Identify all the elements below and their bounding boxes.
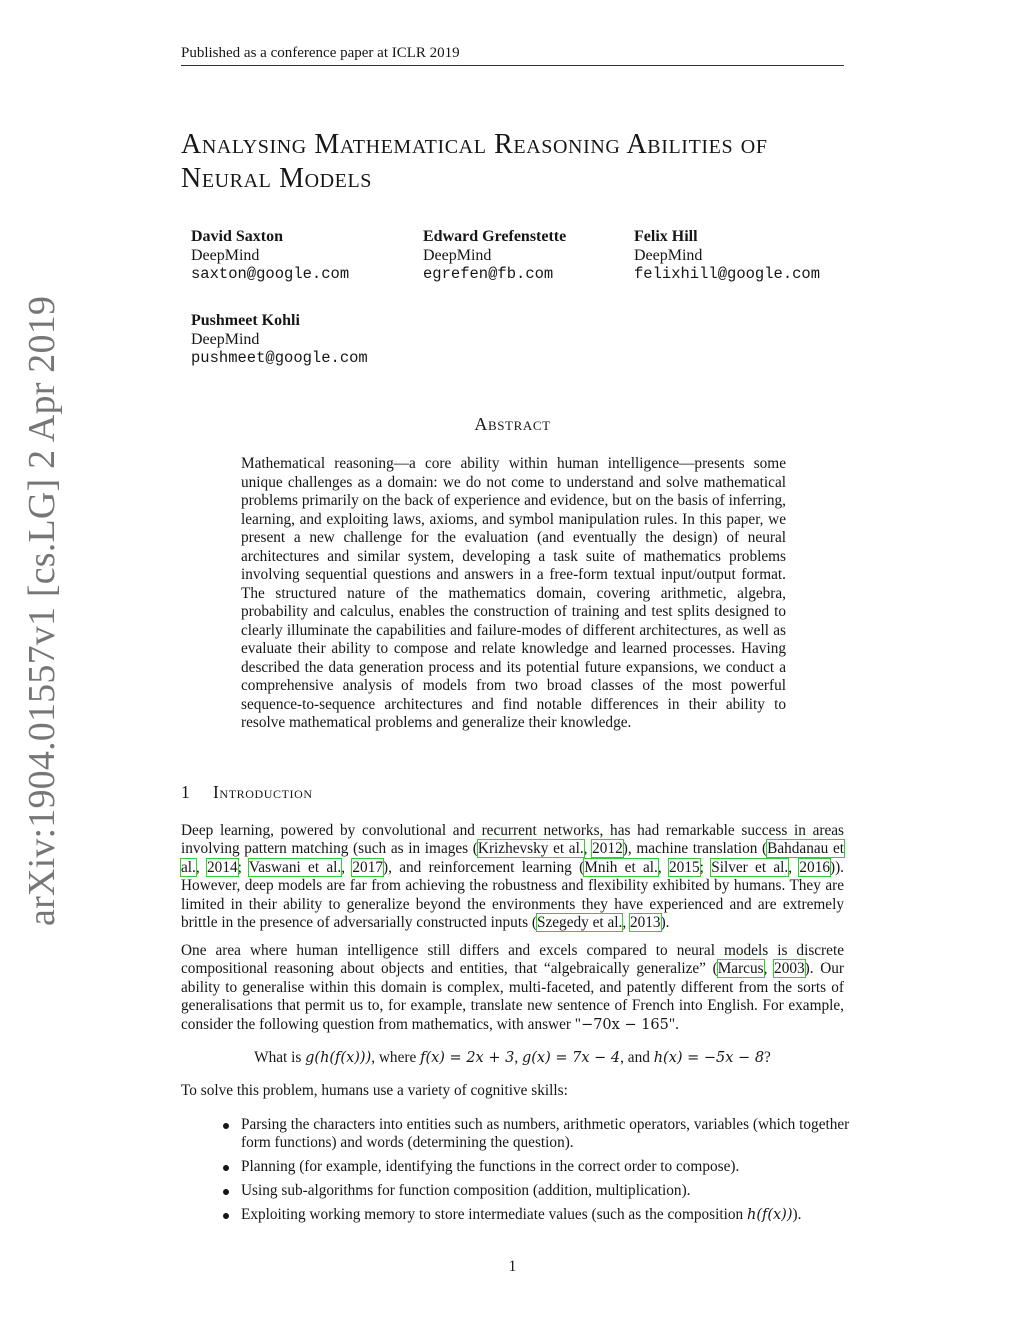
- citation-link[interactable]: Vaswani et al.: [248, 858, 342, 876]
- citation-link[interactable]: Krizhevsky et al.: [477, 840, 584, 858]
- author-email[interactable]: egrefen@fb.com: [423, 265, 554, 283]
- math-expression: h(f(x)): [746, 1207, 793, 1224]
- author-block: [634, 228, 820, 284]
- text-run: What is: [254, 1049, 302, 1066]
- section-number: 1: [181, 782, 191, 802]
- text-run: ), and reinforcement learning (: [382, 858, 585, 876]
- section-title: Introduction: [213, 782, 313, 802]
- intro-paragraph-2: One area where human intelligence still differs and excels compared to neural models is discrete compositional reasoning about objects and entities, that “algebraically generalize” (Marcus, 2003). Our ability to generalise within this domain is complex, multi-faceted, and patently different from the sorts of generalisations that permit us to, for example, translate new sentence of French into English. For example, consider the following question from mathematics, with answer "−70x − 165".: [181, 942, 844, 1033]
- abstract-heading: Abstract: [474, 414, 551, 434]
- text-run: Deep learning, powered by convolutional and recurrent networks, has had remarkable success in areas involving pattern matching (such as in images (: [181, 822, 844, 858]
- text-run: One area where human intelligence still differs and excels compared to neural models is discrete compositional reasoning about objects and entities, that “algebraically generalize” (: [181, 942, 844, 978]
- author-affiliation: DeepMind: [191, 246, 260, 264]
- author-block: [191, 312, 368, 368]
- answer-math: −70x − 165: [581, 1016, 669, 1033]
- list-item: Using sub-algorithms for function composition (addition, multiplication).: [220, 1182, 850, 1200]
- author-email[interactable]: saxton@google.com: [191, 265, 350, 283]
- author-block: [191, 228, 349, 284]
- list-item: Parsing the characters into entities such as numbers, arithmetic operators, variables (which together form functions) and words (determining the question).: [220, 1116, 850, 1153]
- citation-link[interactable]: 2017: [352, 858, 383, 876]
- author-email[interactable]: felixhill@google.com: [634, 265, 821, 283]
- citation-link[interactable]: 2013: [629, 914, 661, 932]
- text-run: , and: [620, 1049, 650, 1066]
- author-name: Edward Grefenstette: [423, 228, 567, 245]
- section-heading: [181, 782, 313, 803]
- list-item: [220, 1206, 850, 1224]
- author-name: Felix Hill: [634, 228, 698, 245]
- citation-link[interactable]: 2014: [207, 858, 238, 876]
- citation-link[interactable]: 2003: [774, 960, 805, 978]
- text-run: ).: [792, 1206, 802, 1224]
- author-name: David Saxton: [191, 228, 284, 245]
- author-email[interactable]: pushmeet@google.com: [191, 349, 368, 367]
- text-run: ). Our ability to generalise within this domain is complex, multi-faceted, and patently different from the sorts of generalisations that permit us to, for example, translate new sentence of French into English. For example, consider the following question from mathematics, with answer ": [181, 960, 844, 1033]
- author-block: [423, 228, 566, 284]
- intro-paragraph-3: To solve this problem, humans use a variety of cognitive skills:: [181, 1082, 568, 1099]
- intro-paragraph-1: Deep learning, powered by convolutional and recurrent networks, has had remarkable success in areas involving pattern matching (such as in images (Krizhevsky et al., 2012), machine translation (Bahdanau et al., 2014; Vaswani et al., 2017), and reinforcement learning (Mnih et al., 2015; Silver et al., 2016)). However, deep models are far from achieving the robustness and flexibility exhibited by humans. They are limited in their ability to generalize beyond the environments they have experienced and are extremely brittle in the presence of adversarially constructed inputs (Szegedy et al., 2013).: [181, 822, 845, 932]
- text-run: ), machine translation (: [622, 840, 768, 858]
- math-expression: f(x) = 2x + 3: [420, 1050, 515, 1066]
- math-expression: g(h(f(x))): [305, 1050, 372, 1066]
- citation-link[interactable]: Mnih et al.: [584, 858, 658, 876]
- text-run: ".: [668, 1015, 679, 1033]
- text-run: , where: [371, 1049, 417, 1066]
- citation-link[interactable]: 2015: [669, 858, 700, 876]
- citation-link[interactable]: 2016: [799, 858, 830, 876]
- author-affiliation: DeepMind: [634, 246, 703, 264]
- arxiv-stamp: arXiv:1904.01557v1 [cs.LG] 2 Apr 2019: [21, 295, 63, 926]
- text-run: )). However, deep models are far from achieving the robustness and flexibility exhibited by humans. They are limited in their ability to generalize beyond the environments they have experienced and are extremely brittle in the presence of adversarially constructed inputs (: [181, 858, 844, 932]
- citation-link[interactable]: Silver et al.: [711, 858, 789, 876]
- text-run: Exploiting working memory to store intermediate values (such as the composition: [241, 1206, 744, 1224]
- math-expression: g(x) = 7x − 4: [521, 1050, 621, 1066]
- author-name: Pushmeet Kohli: [191, 312, 300, 329]
- citation-link[interactable]: Szegedy et al.: [536, 914, 623, 932]
- paper-title: Analysing Mathematical Reasoning Abilities of Neural Models: [181, 129, 768, 194]
- citation-link[interactable]: Bahdanau et al.: [181, 840, 845, 876]
- running-header: Published as a conference paper at ICLR 2019: [181, 44, 844, 66]
- citation-link[interactable]: Marcus: [717, 960, 764, 978]
- author-affiliation: DeepMind: [191, 330, 260, 348]
- list-item: Planning (for example, identifying the functions in the correct order to compose).: [220, 1158, 850, 1176]
- page-number: 1: [508, 1258, 517, 1275]
- display-equation: What is g(h(f(x))), where f(x) = 2x + 3, g(x) = 7x − 4, and h(x) = −5x − 8?: [254, 1049, 771, 1066]
- abstract-text: Mathematical reasoning—a core ability within human intelligence—presents some unique challenges as a domain: we do not come to understand and solve mathematical problems primarily on the back of experience and evidence, but on the basis of inferring, learning, and exploiting laws, axioms, and symbol manipulation rules. In this paper, we present a new challenge for the evaluation (and eventually the design) of neural architectures and similar system, developing a task suite of mathematics problems involving sequential questions and answers in a free-form textual input/output format. The structured nature of the mathematics domain, covering arithmetic, algebra, probability and calculus, enables the construction of training and test splits designed to clearly illuminate the capabilities and failure-modes of different architectures, as well as evaluate their ability to compose and relate knowledge and learned processes. Having described the data generation process and its potential future expansions, we conduct a comprehensive analysis of models from two broad classes of the most powerful sequence-to-sequence architectures and find notable differences in their ability to resolve mathematical problems and generalize their knowledge.: [241, 455, 786, 731]
- skills-list: [220, 1116, 850, 1230]
- text-run: ?: [764, 1049, 771, 1066]
- text-run: ).: [660, 914, 670, 932]
- math-expression: h(x) = −5x − 8: [653, 1050, 765, 1066]
- citation-link[interactable]: 2012: [592, 840, 623, 858]
- author-affiliation: DeepMind: [423, 246, 492, 264]
